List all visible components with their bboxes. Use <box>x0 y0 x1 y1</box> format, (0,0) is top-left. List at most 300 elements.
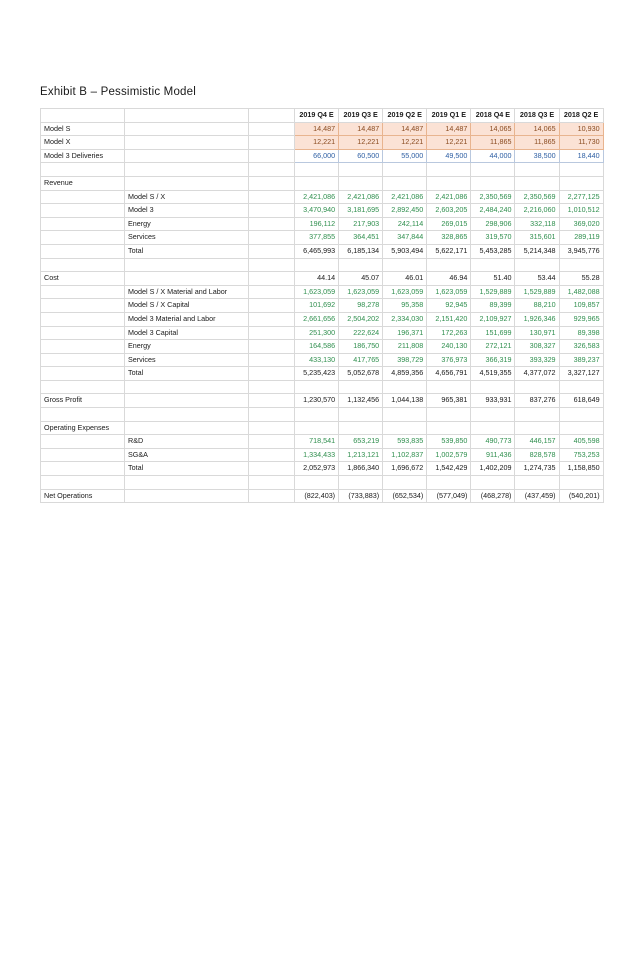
row-sub-9[interactable]: Total <box>125 244 249 258</box>
table-row <box>41 231 604 245</box>
row-sub-24[interactable]: SG&A <box>125 448 249 462</box>
row-sub-5[interactable]: Model S / X <box>125 190 249 204</box>
data-cell-r9-c3[interactable]: 5,622,171 <box>427 244 471 258</box>
data-cell[interactable] <box>339 380 383 394</box>
data-cell-r20-c3[interactable]: 965,381 <box>427 394 471 408</box>
column-header-3[interactable]: 2019 Q1 E <box>427 109 471 123</box>
data-cell-r9-c4[interactable]: 5,453,285 <box>471 244 515 258</box>
row-label-0[interactable]: Model S <box>41 122 125 136</box>
data-cell-r13-c5[interactable]: 88,210 <box>515 299 559 313</box>
row-sub-cell[interactable] <box>125 176 249 190</box>
data-cell-r15-c2[interactable]: 196,371 <box>383 326 427 340</box>
data-cell-r12-c1[interactable]: 1,623,059 <box>339 285 383 299</box>
data-cell-r8-c5[interactable]: 315,601 <box>515 231 559 245</box>
data-cell-r4-c3[interactable] <box>427 176 471 190</box>
data-cell-r22-c1[interactable] <box>339 421 383 435</box>
spacer-cell <box>249 244 295 258</box>
row-label-2[interactable]: Model 3 Deliveries <box>41 149 125 163</box>
data-cell-r18-c3[interactable]: 4,656,791 <box>427 367 471 381</box>
data-cell-r0-c2[interactable]: 14,487 <box>383 122 427 136</box>
data-cell[interactable] <box>295 408 339 422</box>
data-cell-r11-c2[interactable]: 46.01 <box>383 272 427 286</box>
row-sub-13[interactable]: Model S / X Capital <box>125 299 249 313</box>
row-sub-14[interactable]: Model 3 Material and Labor <box>125 312 249 326</box>
row-sub-6[interactable]: Model 3 <box>125 204 249 218</box>
data-cell-r25-c0[interactable]: 2,052,973 <box>295 462 339 476</box>
table-spacer-row <box>41 258 604 272</box>
data-cell-r25-c2[interactable]: 1,696,672 <box>383 462 427 476</box>
data-cell[interactable] <box>559 163 603 177</box>
column-header-4[interactable]: 2018 Q4 E <box>471 109 515 123</box>
data-cell-r6-c3[interactable]: 2,603,205 <box>427 204 471 218</box>
table-row <box>41 326 604 340</box>
data-cell-r9-c2[interactable]: 5,903,494 <box>383 244 427 258</box>
row-sub-15[interactable]: Model 3 Capital <box>125 326 249 340</box>
data-cell-r5-c2[interactable]: 2,421,086 <box>383 190 427 204</box>
data-cell-r20-c4[interactable]: 933,931 <box>471 394 515 408</box>
row-label-cell[interactable] <box>41 244 125 258</box>
data-cell-r1-c2[interactable]: 12,221 <box>383 136 427 150</box>
row-sub-17[interactable]: Services <box>125 353 249 367</box>
row-label-20[interactable]: Gross Profit <box>41 394 125 408</box>
row-sub-cell[interactable] <box>125 122 249 136</box>
row-label-cell[interactable] <box>41 204 125 218</box>
data-cell-r15-c6[interactable]: 89,398 <box>559 326 603 340</box>
row-label-1[interactable]: Model X <box>41 136 125 150</box>
row-sub-23[interactable]: R&D <box>125 435 249 449</box>
row-label-cell[interactable] <box>41 448 125 462</box>
data-cell[interactable] <box>339 163 383 177</box>
data-cell[interactable] <box>471 408 515 422</box>
data-cell-r9-c0[interactable]: 6,465,993 <box>295 244 339 258</box>
data-cell-r11-c5[interactable]: 53.44 <box>515 272 559 286</box>
data-cell[interactable] <box>295 163 339 177</box>
data-cell-r24-c1[interactable]: 1,213,121 <box>339 448 383 462</box>
row-label-cell <box>41 408 125 422</box>
data-cell-r5-c1[interactable]: 2,421,086 <box>339 190 383 204</box>
data-cell-r23-c2[interactable]: 593,835 <box>383 435 427 449</box>
row-label-cell[interactable] <box>41 326 125 340</box>
data-cell-r16-c1[interactable]: 186,750 <box>339 340 383 354</box>
data-cell-r7-c5[interactable]: 332,118 <box>515 217 559 231</box>
data-cell-r27-c5[interactable]: (437,459) <box>515 489 559 503</box>
data-cell-r25-c5[interactable]: 1,274,735 <box>515 462 559 476</box>
table-row <box>41 136 604 150</box>
spacer-cell <box>249 462 295 476</box>
data-cell-r5-c0[interactable]: 2,421,086 <box>295 190 339 204</box>
table-row <box>41 462 604 476</box>
data-cell[interactable] <box>383 408 427 422</box>
row-label-cell[interactable] <box>41 462 125 476</box>
row-label-cell <box>41 380 125 394</box>
financial-model-table <box>40 108 604 503</box>
column-header-0[interactable]: 2019 Q4 E <box>295 109 339 123</box>
data-cell-r13-c1[interactable]: 98,278 <box>339 299 383 313</box>
data-cell-r0-c0[interactable]: 14,487 <box>295 122 339 136</box>
row-sub-18[interactable]: Total <box>125 367 249 381</box>
data-cell[interactable] <box>471 380 515 394</box>
row-label-27[interactable]: Net Operations <box>41 489 125 503</box>
data-cell-r16-c5[interactable]: 308,327 <box>515 340 559 354</box>
data-cell-r0-c5[interactable]: 14,065 <box>515 122 559 136</box>
data-cell-r4-c1[interactable] <box>339 176 383 190</box>
data-cell-r8-c6[interactable]: 289,119 <box>559 231 603 245</box>
data-cell-r9-c5[interactable]: 5,214,348 <box>515 244 559 258</box>
data-cell-r16-c6[interactable]: 326,583 <box>559 340 603 354</box>
data-cell-r2-c3[interactable]: 49,500 <box>427 149 471 163</box>
data-cell-r17-c2[interactable]: 398,729 <box>383 353 427 367</box>
data-cell[interactable] <box>515 408 559 422</box>
data-cell-r6-c6[interactable]: 1,010,512 <box>559 204 603 218</box>
data-cell-r0-c1[interactable]: 14,487 <box>339 122 383 136</box>
spacer-cell <box>249 190 295 204</box>
data-cell-r18-c4[interactable]: 4,519,355 <box>471 367 515 381</box>
data-cell-r14-c1[interactable]: 2,504,202 <box>339 312 383 326</box>
data-cell-r1-c5[interactable]: 11,865 <box>515 136 559 150</box>
row-label-cell[interactable] <box>41 231 125 245</box>
table-spacer-row <box>41 163 604 177</box>
table-row <box>41 204 604 218</box>
table-row <box>41 340 604 354</box>
row-label-cell[interactable] <box>41 367 125 381</box>
row-label-cell[interactable] <box>41 353 125 367</box>
column-header-2[interactable]: 2019 Q2 E <box>383 109 427 123</box>
data-cell-r18-c6[interactable]: 3,327,127 <box>559 367 603 381</box>
row-label-cell[interactable] <box>41 435 125 449</box>
data-cell-r6-c4[interactable]: 2,484,240 <box>471 204 515 218</box>
data-cell-r12-c0[interactable]: 1,623,059 <box>295 285 339 299</box>
row-label-cell[interactable] <box>41 285 125 299</box>
data-cell-r5-c5[interactable]: 2,350,569 <box>515 190 559 204</box>
data-cell-r1-c1[interactable]: 12,221 <box>339 136 383 150</box>
data-cell[interactable] <box>559 380 603 394</box>
spacer-cell <box>249 448 295 462</box>
data-cell[interactable] <box>427 408 471 422</box>
column-header-6[interactable]: 2018 Q2 E <box>559 109 603 123</box>
row-label-cell[interactable] <box>41 190 125 204</box>
table-row <box>41 367 604 381</box>
column-header-1[interactable]: 2019 Q3 E <box>339 109 383 123</box>
data-cell-r24-c3[interactable]: 1,002,579 <box>427 448 471 462</box>
table-row <box>41 272 604 286</box>
row-sub-16[interactable]: Energy <box>125 340 249 354</box>
data-cell-r17-c1[interactable]: 417,765 <box>339 353 383 367</box>
data-cell-r24-c5[interactable]: 828,578 <box>515 448 559 462</box>
data-cell-r4-c0[interactable] <box>295 176 339 190</box>
data-cell-r27-c3[interactable]: (577,049) <box>427 489 471 503</box>
data-cell-r22-c0[interactable] <box>295 421 339 435</box>
data-cell-r1-c6[interactable]: 11,730 <box>559 136 603 150</box>
data-cell-r2-c4[interactable]: 44,000 <box>471 149 515 163</box>
data-cell-r5-c4[interactable]: 2,350,569 <box>471 190 515 204</box>
data-cell-r15-c4[interactable]: 151,699 <box>471 326 515 340</box>
data-cell-r25-c1[interactable]: 1,866,340 <box>339 462 383 476</box>
row-label-cell[interactable] <box>41 217 125 231</box>
data-cell[interactable] <box>515 476 559 490</box>
data-cell-r27-c4[interactable]: (468,278) <box>471 489 515 503</box>
data-cell-r13-c4[interactable]: 89,399 <box>471 299 515 313</box>
data-cell-r9-c1[interactable]: 6,185,134 <box>339 244 383 258</box>
data-cell-r8-c0[interactable]: 377,855 <box>295 231 339 245</box>
data-cell-r2-c0[interactable]: 66,000 <box>295 149 339 163</box>
data-cell-r24-c4[interactable]: 911,436 <box>471 448 515 462</box>
row-sub-7[interactable]: Energy <box>125 217 249 231</box>
spacer-cell <box>249 122 295 136</box>
data-cell-r11-c4[interactable]: 51.40 <box>471 272 515 286</box>
data-cell-r20-c0[interactable]: 1,230,570 <box>295 394 339 408</box>
data-cell-r23-c5[interactable]: 446,157 <box>515 435 559 449</box>
table-row <box>41 190 604 204</box>
data-cell-r25-c4[interactable]: 1,402,209 <box>471 462 515 476</box>
data-cell-r23-c1[interactable]: 653,219 <box>339 435 383 449</box>
row-label-cell <box>41 163 125 177</box>
data-cell[interactable] <box>295 258 339 272</box>
spacer-cell <box>249 258 295 272</box>
table-spacer-row <box>41 380 604 394</box>
spacer-cell <box>249 109 295 123</box>
data-cell-r7-c3[interactable]: 269,015 <box>427 217 471 231</box>
data-cell-r20-c1[interactable]: 1,132,456 <box>339 394 383 408</box>
data-cell-r16-c4[interactable]: 272,121 <box>471 340 515 354</box>
table-row <box>41 489 604 503</box>
data-cell-r22-c6[interactable] <box>559 421 603 435</box>
data-cell-r0-c3[interactable]: 14,487 <box>427 122 471 136</box>
data-cell-r17-c5[interactable]: 393,329 <box>515 353 559 367</box>
spacer-cell <box>249 340 295 354</box>
data-cell[interactable] <box>295 380 339 394</box>
data-cell-r7-c0[interactable]: 196,112 <box>295 217 339 231</box>
data-cell[interactable] <box>515 258 559 272</box>
row-sub-cell <box>125 476 249 490</box>
data-cell-r12-c5[interactable]: 1,529,889 <box>515 285 559 299</box>
row-sub-cell[interactable] <box>125 489 249 503</box>
data-cell-r14-c3[interactable]: 2,151,420 <box>427 312 471 326</box>
data-cell[interactable] <box>339 476 383 490</box>
data-cell-r15-c3[interactable]: 172,263 <box>427 326 471 340</box>
data-cell[interactable] <box>383 380 427 394</box>
data-cell-r7-c1[interactable]: 217,903 <box>339 217 383 231</box>
data-cell-r5-c3[interactable]: 2,421,086 <box>427 190 471 204</box>
data-cell[interactable] <box>471 476 515 490</box>
data-cell-r11-c1[interactable]: 45.07 <box>339 272 383 286</box>
table-spacer-row <box>41 476 604 490</box>
data-cell-r6-c1[interactable]: 3,181,695 <box>339 204 383 218</box>
row-sub-8[interactable]: Services <box>125 231 249 245</box>
data-cell-r18-c2[interactable]: 4,859,356 <box>383 367 427 381</box>
data-cell-r15-c5[interactable]: 130,971 <box>515 326 559 340</box>
data-cell-r13-c3[interactable]: 92,945 <box>427 299 471 313</box>
data-cell[interactable] <box>383 476 427 490</box>
data-cell[interactable] <box>339 408 383 422</box>
row-sub-25[interactable]: Total <box>125 462 249 476</box>
row-label-11[interactable]: Cost <box>41 272 125 286</box>
data-cell-r6-c5[interactable]: 2,216,060 <box>515 204 559 218</box>
data-cell[interactable] <box>471 163 515 177</box>
row-sub-cell[interactable] <box>125 149 249 163</box>
data-cell[interactable] <box>559 408 603 422</box>
data-cell-r2-c5[interactable]: 38,500 <box>515 149 559 163</box>
data-cell-r23-c6[interactable]: 405,598 <box>559 435 603 449</box>
row-sub-cell[interactable] <box>125 421 249 435</box>
data-cell-r22-c3[interactable] <box>427 421 471 435</box>
data-cell-r5-c6[interactable]: 2,277,125 <box>559 190 603 204</box>
row-label-22[interactable]: Operating Expenses <box>41 421 125 435</box>
column-header-5[interactable]: 2018 Q3 E <box>515 109 559 123</box>
data-cell-r2-c2[interactable]: 55,000 <box>383 149 427 163</box>
row-sub-cell[interactable] <box>125 272 249 286</box>
data-cell-r24-c2[interactable]: 1,102,837 <box>383 448 427 462</box>
data-cell-r25-c6[interactable]: 1,158,850 <box>559 462 603 476</box>
data-cell-r4-c6[interactable] <box>559 176 603 190</box>
spacer-cell <box>249 476 295 490</box>
data-cell-r0-c6[interactable]: 10,930 <box>559 122 603 136</box>
row-label-cell <box>41 476 125 490</box>
data-cell-r12-c6[interactable]: 1,482,088 <box>559 285 603 299</box>
data-cell-r11-c6[interactable]: 55.28 <box>559 272 603 286</box>
data-cell-r14-c6[interactable]: 929,965 <box>559 312 603 326</box>
data-cell-r13-c2[interactable]: 95,358 <box>383 299 427 313</box>
data-cell-r16-c0[interactable]: 164,586 <box>295 340 339 354</box>
table-row <box>41 285 604 299</box>
data-cell-r1-c0[interactable]: 12,221 <box>295 136 339 150</box>
data-cell[interactable] <box>383 258 427 272</box>
row-sub-cell[interactable] <box>125 394 249 408</box>
data-cell-r27-c6[interactable]: (540,201) <box>559 489 603 503</box>
table-row <box>41 149 604 163</box>
data-cell-r24-c0[interactable]: 1,334,433 <box>295 448 339 462</box>
data-cell[interactable] <box>339 258 383 272</box>
data-cell-r4-c2[interactable] <box>383 176 427 190</box>
row-label-cell <box>41 109 125 123</box>
data-cell-r8-c3[interactable]: 328,865 <box>427 231 471 245</box>
spacer-cell <box>249 380 295 394</box>
spacer-cell <box>249 299 295 313</box>
row-label-cell[interactable] <box>41 312 125 326</box>
data-cell-r2-c1[interactable]: 60,500 <box>339 149 383 163</box>
spacer-cell <box>249 312 295 326</box>
data-cell-r23-c0[interactable]: 718,541 <box>295 435 339 449</box>
data-cell-r8-c2[interactable]: 347,844 <box>383 231 427 245</box>
table-row <box>41 176 604 190</box>
data-cell-r9-c6[interactable]: 3,945,776 <box>559 244 603 258</box>
data-cell-r17-c3[interactable]: 376,973 <box>427 353 471 367</box>
data-cell-r4-c5[interactable] <box>515 176 559 190</box>
data-cell-r24-c6[interactable]: 753,253 <box>559 448 603 462</box>
data-cell-r12-c3[interactable]: 1,623,059 <box>427 285 471 299</box>
data-cell-r14-c2[interactable]: 2,334,030 <box>383 312 427 326</box>
data-cell-r18-c5[interactable]: 4,377,072 <box>515 367 559 381</box>
data-cell-r14-c0[interactable]: 2,661,656 <box>295 312 339 326</box>
data-cell-r12-c2[interactable]: 1,623,059 <box>383 285 427 299</box>
data-cell-r17-c6[interactable]: 389,237 <box>559 353 603 367</box>
data-cell[interactable] <box>515 163 559 177</box>
data-cell-r13-c6[interactable]: 109,857 <box>559 299 603 313</box>
row-sub-cell <box>125 163 249 177</box>
table-row <box>41 299 604 313</box>
data-cell-r16-c2[interactable]: 211,808 <box>383 340 427 354</box>
data-cell-r6-c2[interactable]: 2,892,450 <box>383 204 427 218</box>
data-cell-r11-c3[interactable]: 46.94 <box>427 272 471 286</box>
data-cell-r27-c1[interactable]: (733,883) <box>339 489 383 503</box>
data-cell[interactable] <box>471 258 515 272</box>
data-cell-r27-c2[interactable]: (652,534) <box>383 489 427 503</box>
row-label-cell <box>41 258 125 272</box>
data-cell-r15-c0[interactable]: 251,300 <box>295 326 339 340</box>
data-cell[interactable] <box>383 163 427 177</box>
data-cell[interactable] <box>515 380 559 394</box>
row-sub-12[interactable]: Model S / X Material and Labor <box>125 285 249 299</box>
data-cell[interactable] <box>427 163 471 177</box>
data-cell[interactable] <box>295 476 339 490</box>
data-cell-r22-c4[interactable] <box>471 421 515 435</box>
data-cell-r1-c3[interactable]: 12,221 <box>427 136 471 150</box>
data-cell-r7-c4[interactable]: 298,906 <box>471 217 515 231</box>
table-row <box>41 435 604 449</box>
data-cell-r14-c4[interactable]: 2,109,927 <box>471 312 515 326</box>
data-cell-r18-c0[interactable]: 5,235,423 <box>295 367 339 381</box>
row-sub-cell <box>125 408 249 422</box>
spacer-cell <box>249 285 295 299</box>
data-cell-r2-c6[interactable]: 18,440 <box>559 149 603 163</box>
data-cell[interactable] <box>427 258 471 272</box>
data-cell-r14-c5[interactable]: 1,926,346 <box>515 312 559 326</box>
table-row <box>41 122 604 136</box>
table-row <box>41 394 604 408</box>
data-cell-r27-c0[interactable]: (822,403) <box>295 489 339 503</box>
data-cell-r23-c4[interactable]: 490,773 <box>471 435 515 449</box>
data-cell[interactable] <box>427 476 471 490</box>
row-label-cell[interactable] <box>41 299 125 313</box>
data-cell[interactable] <box>559 476 603 490</box>
table-header-row <box>41 109 604 123</box>
data-cell[interactable] <box>559 258 603 272</box>
data-cell-r0-c4[interactable]: 14,065 <box>471 122 515 136</box>
data-cell-r8-c1[interactable]: 364,451 <box>339 231 383 245</box>
data-cell-r25-c3[interactable]: 1,542,429 <box>427 462 471 476</box>
data-cell-r11-c0[interactable]: 44.14 <box>295 272 339 286</box>
data-cell[interactable] <box>427 380 471 394</box>
data-cell-r17-c0[interactable]: 433,130 <box>295 353 339 367</box>
spacer-cell <box>249 394 295 408</box>
data-cell-r15-c1[interactable]: 222,624 <box>339 326 383 340</box>
data-cell-r20-c2[interactable]: 1,044,138 <box>383 394 427 408</box>
data-cell-r8-c4[interactable]: 319,570 <box>471 231 515 245</box>
data-cell-r20-c5[interactable]: 837,276 <box>515 394 559 408</box>
data-cell-r7-c6[interactable]: 369,020 <box>559 217 603 231</box>
data-cell-r17-c4[interactable]: 366,319 <box>471 353 515 367</box>
spacer-cell <box>249 326 295 340</box>
data-cell-r18-c1[interactable]: 5,052,678 <box>339 367 383 381</box>
data-cell-r23-c3[interactable]: 539,850 <box>427 435 471 449</box>
data-cell-r13-c0[interactable]: 101,692 <box>295 299 339 313</box>
data-cell-r6-c0[interactable]: 3,470,940 <box>295 204 339 218</box>
spacer-cell <box>249 353 295 367</box>
row-label-4[interactable]: Revenue <box>41 176 125 190</box>
row-label-cell[interactable] <box>41 340 125 354</box>
data-cell-r22-c2[interactable] <box>383 421 427 435</box>
data-cell-r7-c2[interactable]: 242,114 <box>383 217 427 231</box>
data-cell-r12-c4[interactable]: 1,529,889 <box>471 285 515 299</box>
data-cell-r16-c3[interactable]: 240,130 <box>427 340 471 354</box>
data-cell-r1-c4[interactable]: 11,865 <box>471 136 515 150</box>
data-cell-r20-c6[interactable]: 618,649 <box>559 394 603 408</box>
data-cell-r4-c4[interactable] <box>471 176 515 190</box>
page-title: Exhibit B – Pessimistic Model <box>40 86 196 98</box>
data-cell-r22-c5[interactable] <box>515 421 559 435</box>
row-sub-cell <box>125 109 249 123</box>
spacer-cell <box>249 435 295 449</box>
row-sub-cell[interactable] <box>125 136 249 150</box>
